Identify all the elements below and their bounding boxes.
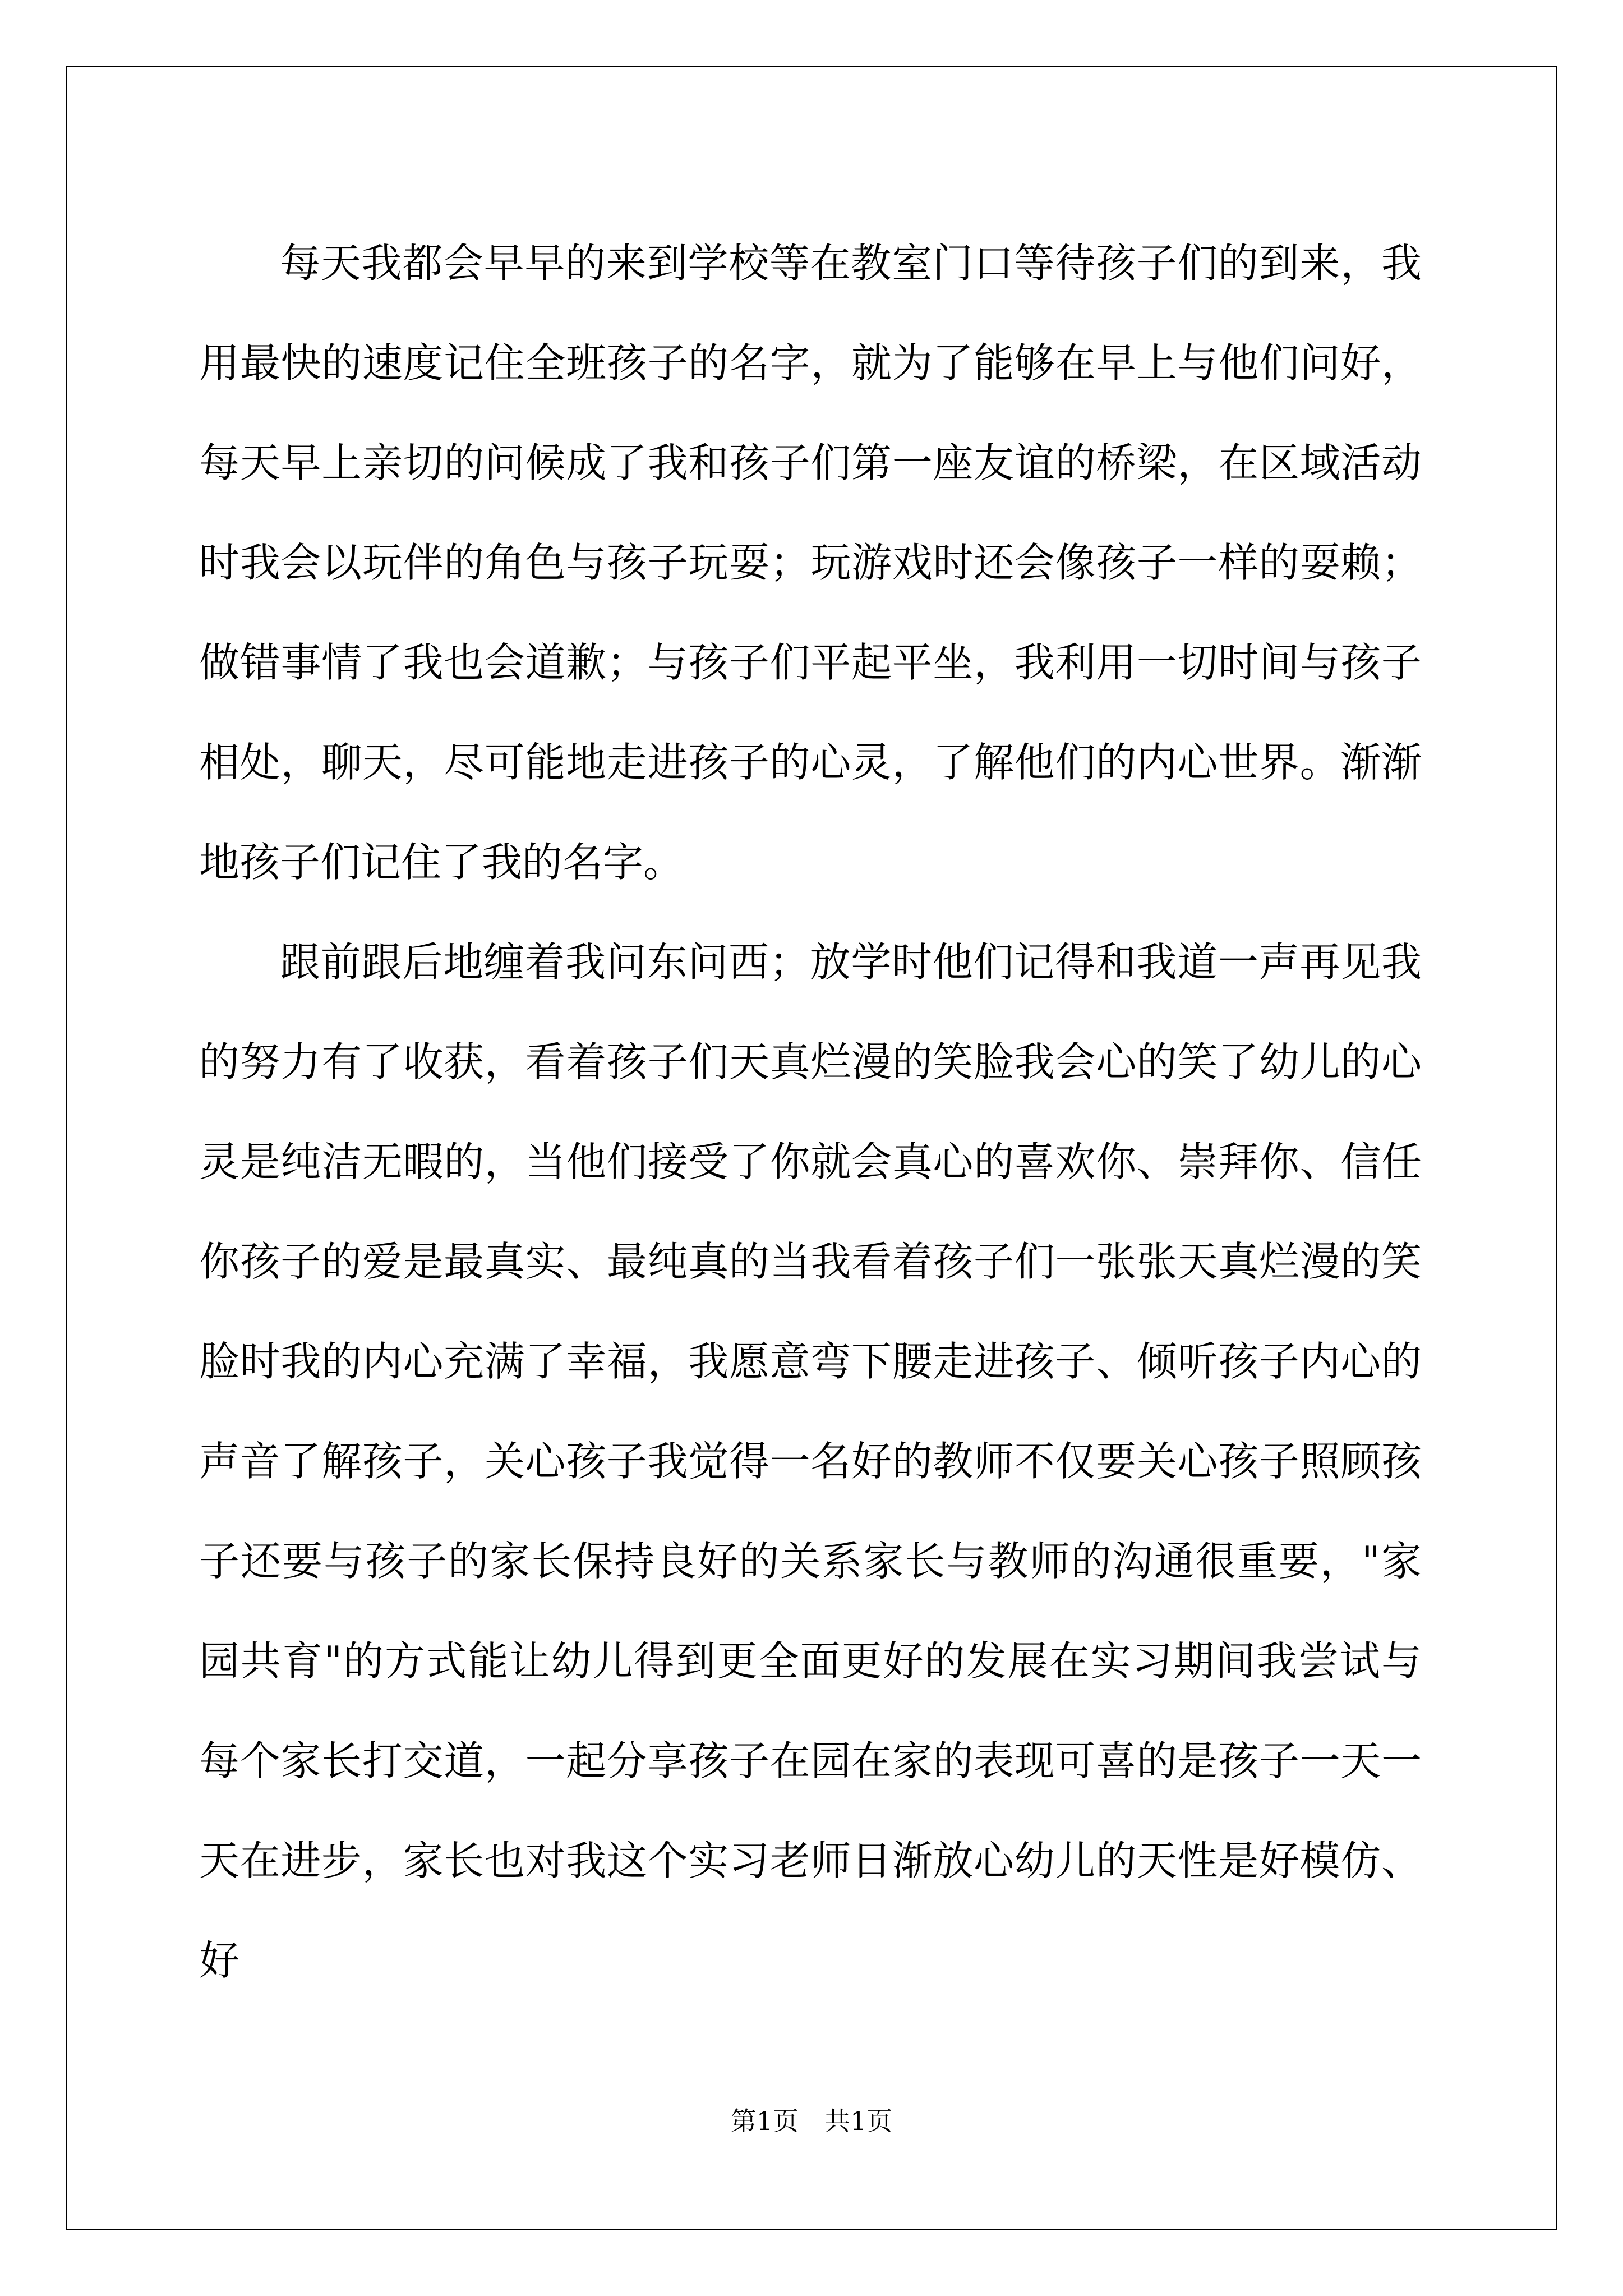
paragraph-1: 每天我都会早早的来到学校等在教室门口等待孩子们的到来，我用最快的速度记住全班孩子的名字，就为了能够在早上与他们问好，每天早上亲切的问候成了我和孩子们第一座友谊的桥梁，在区域活动时我会以玩伴的角色与孩子玩耍；玩游戏时还会像孩子一样的耍赖；做错事情了我也会道歉；与孩子们平起平坐，我利用一切时间与孩子相处，聊天，尽可能地走进孩子的心灵，了解他们的内心世界。渐渐地孩子们记住了我的名字。 xyxy=(199,240,1422,886)
document-body xyxy=(199,213,1422,2010)
paragraph-2: 跟前跟后地缠着我问东问西；放学时他们记得和我道一声再见我的努力有了收获，看着孩子们天真烂漫的笑脸我会心的笑了幼儿的心灵是纯洁无暇的，当他们接受了你就会真心的喜欢你、崇拜你、信任你孩子的爱是最真实、最纯真的当我看着孩子们一张张天真烂漫的笑脸时我的内心充满了幸福，我愿意弯下腰走进孩子、倾听孩子内心的声音了解孩子，关心孩子我觉得一名好的教师不仅要关心孩子照顾孩子还要与孩子的家长保持良好的关系家长与教师的沟通很重要，"家园共育"的方式能让幼儿得到更全面更好的发展在实习期间我尝试与每个家长打交道，一起分享孩子在园在家的表现可喜的是孩子一天一天在进步，家长也对我这个实习老师日渐放心幼儿的天性是好模仿、好 xyxy=(199,938,1422,1984)
page-number-footer: 第1页 共1页 xyxy=(730,2106,893,2136)
